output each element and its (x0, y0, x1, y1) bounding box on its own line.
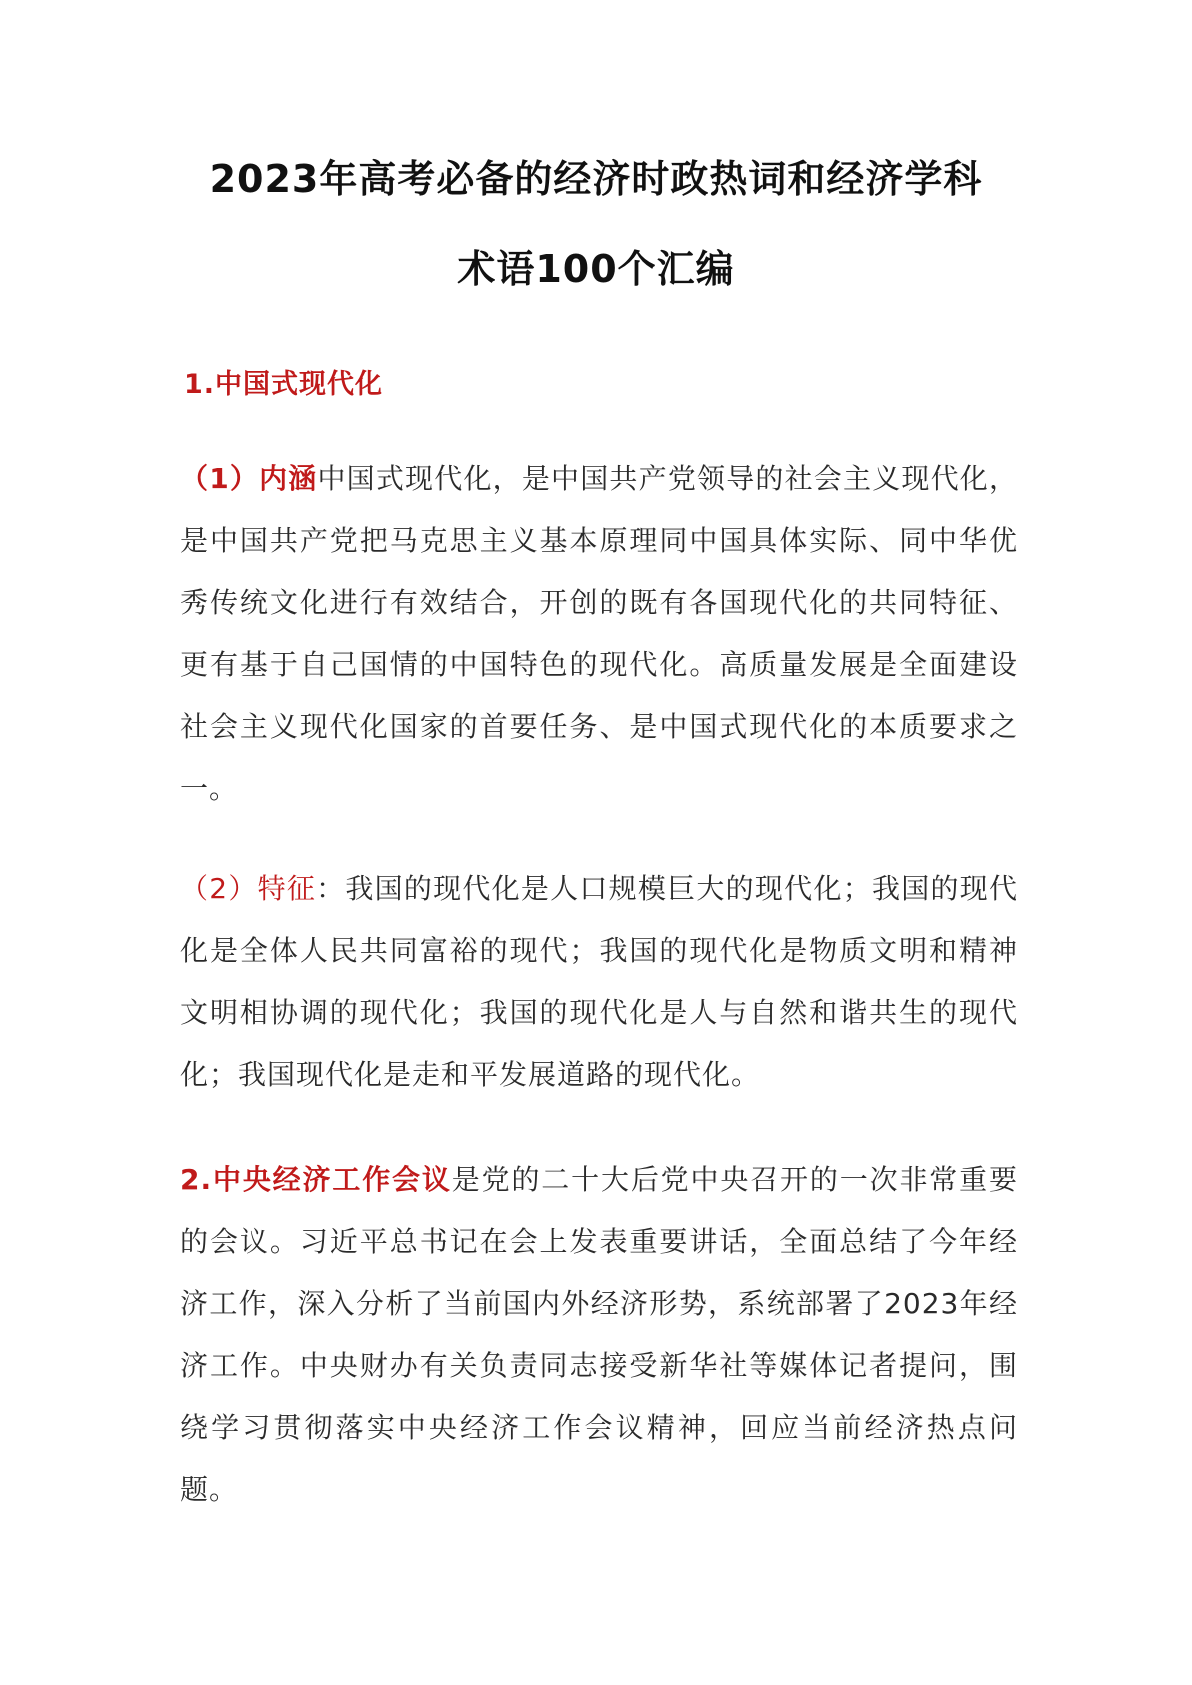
section-2-term: 中央经济工作会议 (212, 1163, 452, 1196)
document-title-line-2: 术语100个汇编 (457, 247, 735, 291)
section-1-point-2 (180, 858, 1018, 1106)
section-2-text: 是党的二十大后党中央召开的一次非常重要的会议。习近平总书记在会上发表重要讲话，全面总结了今年经济工作，深入分析了当前国内外经济形势，系统部署了2023年经济工作。中央财办有关负责同志接受新华社等媒体记者提问，围绕学习贯彻落实中央经济工作会议精神，回应当前经济热点问题。 (180, 1163, 1018, 1506)
section-2-number: 2. (180, 1163, 213, 1196)
section-2-paragraph (180, 1149, 1018, 1521)
point-1-label: （1）内涵 (180, 462, 318, 495)
point-1-text: 中国式现代化，是中国共产党领导的社会主义现代化，是中国共产党把马克思主义基本原理同中国具体实际、同中华优秀传统文化进行有效结合，开创的既有各国现代化的共同特征、更有基于自己国情的中国特色的现代化。高质量发展是全面建设社会主义现代化国家的首要任务、是中国式现代化的本质要求之一。 (180, 462, 1018, 805)
point-2-label: （2）特征 (180, 872, 317, 905)
point-2-text: ：我国的现代化是人口规模巨大的现代化；我国的现代化是全体人民共同富裕的现代；我国的现代化是物质文明和精神文明相协调的现代化；我国的现代化是人与自然和谐共生的现代化；我国现代化是走和平发展道路的现代化。 (180, 872, 1018, 1091)
document-title-line-1: 2023年高考必备的经济时政热词和经济学科 (209, 157, 983, 201)
section-1-heading: 1.中国式现代化 (184, 369, 384, 400)
section-1-point-1 (180, 448, 1018, 820)
